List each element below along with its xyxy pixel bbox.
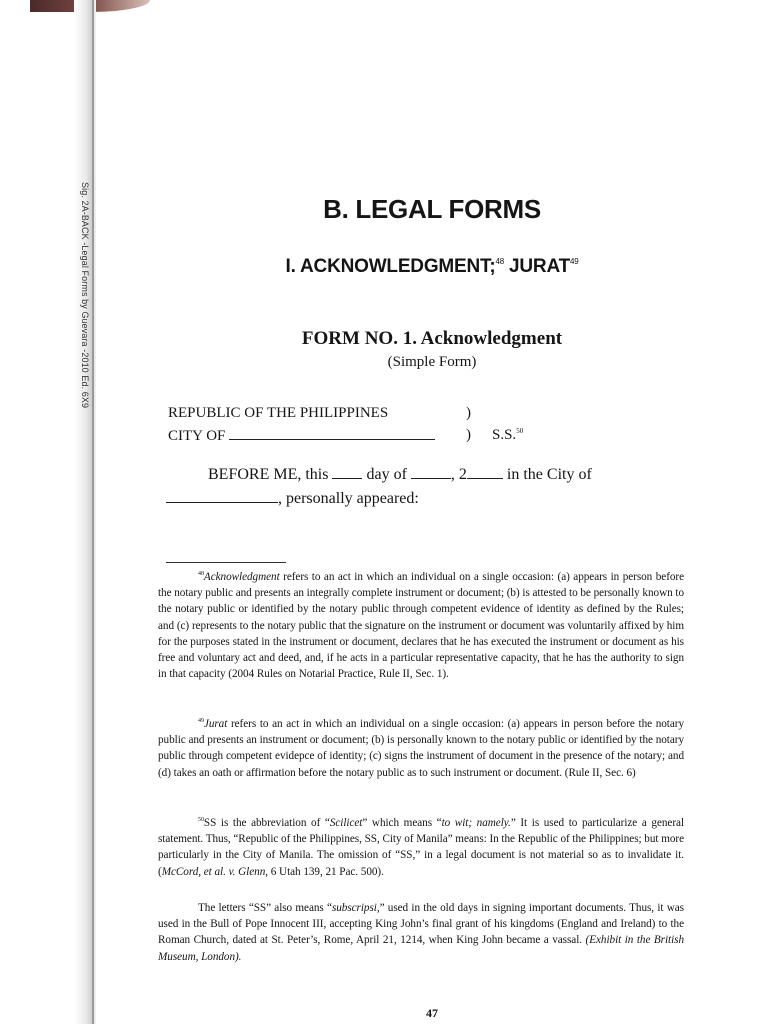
day-blank [332, 466, 362, 479]
book-page [96, 0, 768, 1024]
signature-mark-text: Sig. 2A-BACK -Legal Forms by Guevara -2010 Ed. 6X9 [80, 181, 90, 409]
venue-paren-2: ) [466, 427, 471, 443]
footnote-ref-49: 49 [569, 257, 579, 266]
signature-mark [74, 150, 96, 440]
acknowledgment-line-1: BEFORE ME, this day of , 2 in the City of [208, 466, 592, 483]
page-number: 47 [426, 1006, 438, 1020]
venue-line-republic: REPUBLIC OF THE PHILIPPINES [168, 405, 389, 421]
footnote-50: $^{50}$SS is the abbreviation of “Scilicet” which means “to wit; namely.” It is used to particularize a general statement. Thus, “Republic of the Philippines, SS, City of Manila” means: In the Republic of the Philippines; but more particularly in the City of Manila. The omission of “SS,” in a legal document is not material so as to invalidate it. (McCord, et al. v. Glenn, 6 Utah 139, 21 Pac. 500). [158, 817, 684, 878]
footnote-separator [166, 562, 286, 563]
ss-label: S.S.$^{50}$ [492, 427, 524, 443]
month-blank [411, 466, 451, 479]
year-blank [467, 466, 503, 479]
venue-line-city: CITY OF [168, 427, 435, 445]
form-subtitle: (Simple Form) [387, 354, 477, 370]
footnote-ref-50: 50 [516, 427, 524, 435]
section-heading: B. LEGAL FORMS [323, 194, 541, 224]
footnote-49: $^{49}$Jurat refers to an act in which an individual on a single occasion: (a) appears in person before the notary public and presents an instrument or document; (b) is personally known to the notary public or identified by the notary public through competent evidepce of identity; (c) signs the instrument of document in the presence of the notary; and (d) takes an oath or affirmation before the notary public as to such instrument or document. (Rule II, Sec. 6) [158, 718, 684, 779]
footnote-50-continuation: The letters “SS” also means “subscripsi,” used in the old days in signing important documents. Thus, it was used in the Bull of Pope Innocent III, accepting King John’s final grant of his kingdoms (England and Ireland) to the Roman Church, dated at St. Peter’s, Rome, April 21, 1214, when King John became a vassal. (Exhibit in the British Museum, London). [158, 902, 684, 963]
footnote-ref-48: 48 [495, 257, 504, 266]
form-title: FORM NO. 1. Acknowledgment [301, 328, 563, 349]
city-name-blank [166, 490, 278, 503]
venue-paren-1: ) [466, 405, 471, 421]
acknowledgment-line-2: , personally appeared: [166, 490, 419, 508]
city-blank [229, 427, 435, 440]
chapter-heading: I. ACKNOWLEDGMENT;$^{48}$ JURAT$^{49}$ [285, 256, 579, 277]
footnote-48: $^{48}$Acknowledgment refers to an act in which an individual on a single occasion: (a) appears in person before the notary public and presents an integrally complete instrument or document; (b) is attested to be personally known to the notary public or identified by the notary public through competent evidence of identity as defined by the Rules; and (c) represents to the notary public that the signature on the instrument or document was voluntarily affixed by him for the purposes stated in the instrument or document, declares that he has executed the instrument or document as his free and voluntary act and deed, and, if he acts in a particular representative capacity, that he has the authority to sign in that capacity (2004 Rules on Notarial Practice, Rule II, Sec. 1). [158, 571, 684, 681]
